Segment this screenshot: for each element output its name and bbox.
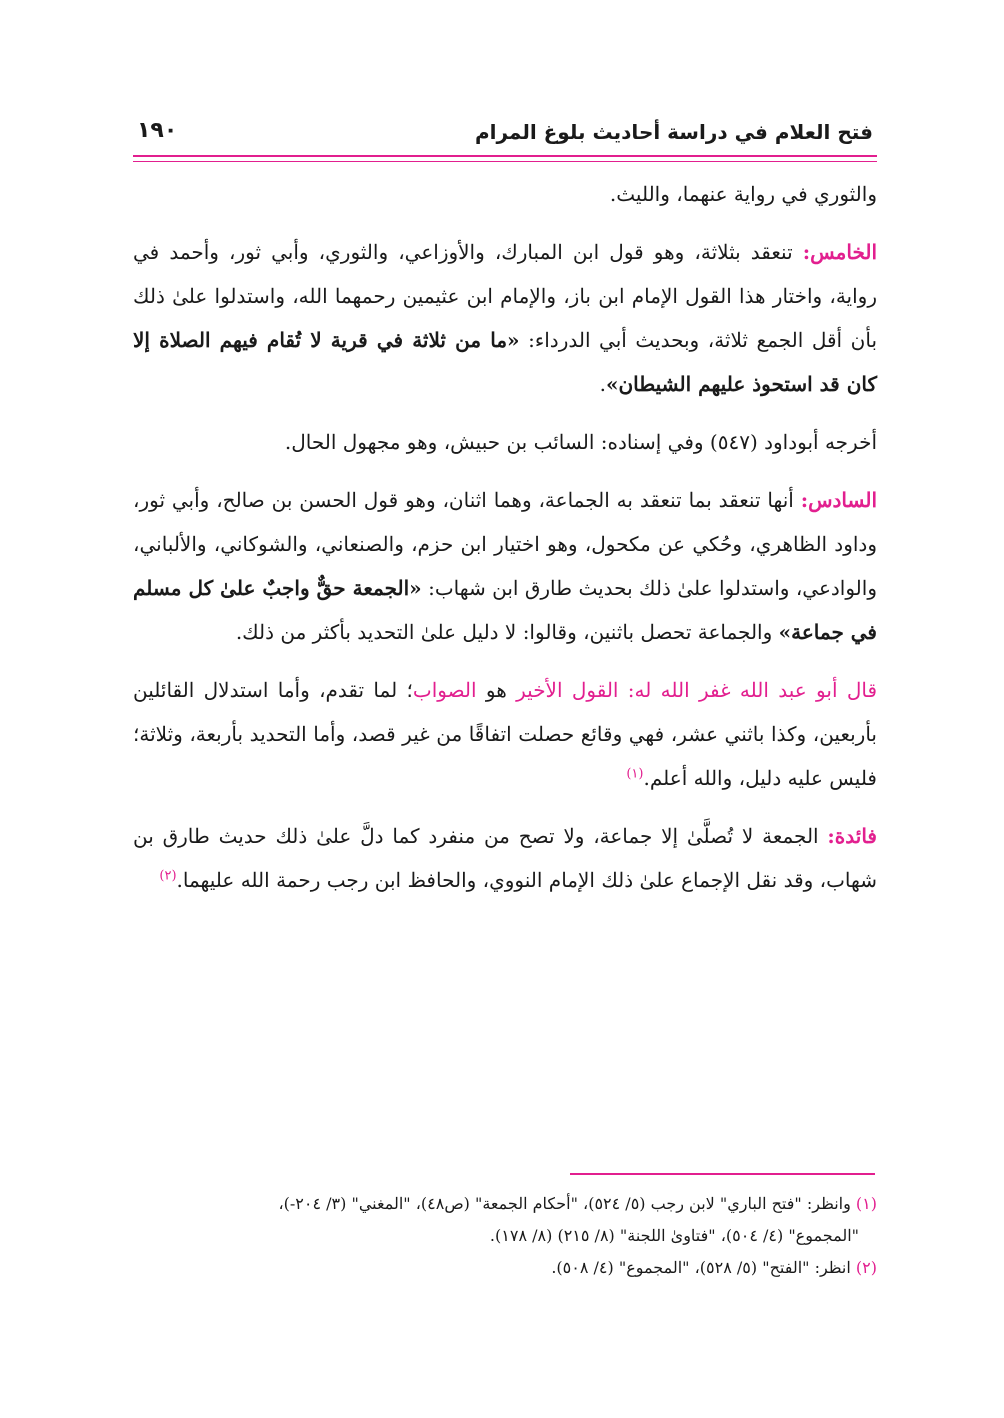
footnote-divider [570,1173,875,1175]
paragraph-text: تنعقد بثلاثة، وهو قول ابن المبارك، والأوزاعي، والثوري، وأبي ثور، وأحمد في رواية، واختار هذا القول الإمام ابن باز، والإمام ابن عثيمين رحمهما الله، واستدلوا علىٰ ذلك بأن أقل الجمع ثلاثة، وبحديث أبي الدرداء: [133,240,878,352]
section-label: فائدة: [827,824,877,848]
footnote-number: (١) [855,1194,877,1213]
hadith-quote: «الجمعة حقٌّ واجبٌ علىٰ كل مسلم في جماعة» [133,576,877,644]
author-label: قال أبو عبد الله غفر الله له: القول الأخير [516,678,878,702]
paragraph-text: الجمعة لا تُصلَّىٰ إلا جماعة، ولا تصح من منفرد كما دلَّ علىٰ ذلك حديث طارق بن شهاب، وقد نقل الإجماع علىٰ ذلك الإمام النووي، والحافظ ابن رجب رحمة الله عليهما. [133,824,877,892]
footnote-text: انظر: "الفتح" (٥/ ٥٢٨)، "المجموع" (٤/ ٥٠٨). [551,1258,856,1277]
page-number: ١٩٠ [137,118,178,143]
footnote-number: (٢) [855,1258,877,1277]
footnote [133,1252,877,1284]
page-header [133,112,877,156]
footnote-continuation [133,1220,877,1252]
paragraph [133,420,877,464]
main-text [133,172,877,916]
paragraph-text: أنها تنعقد بما تنعقد به الجماعة، وهما اثنان، وهو قول الحسن بن صالح، وأبي ثور، وداود الظاهري، وحُكي عن مكحول، وهو اختيار ابن حزم، والصنعاني، والشوكاني، والألباني، والوادعي، واستدلوا علىٰ ذلك بحديث طارق ابن شهاب: [133,488,877,600]
header-rule-thin [133,161,877,162]
section-label: السادس: [800,488,878,512]
paragraph [133,230,877,406]
footnote-ref[interactable]: (١) [626,766,644,782]
footnote-text: وانظر: "فتح الباري" لابن رجب (٥/ ٥٢٤)، "أحكام الجمعة" (ص٤٨)، "المغني" (٣/ ٢٠٤-)، [278,1194,856,1213]
paragraph [133,478,877,654]
footnotes [133,1188,877,1284]
section-label: الخامس: [802,240,877,264]
paragraph-text: . [599,372,606,396]
paragraph-text: والجماعة تحصل باثنين، وقالوا: لا دليل علىٰ التحديد بأكثر من ذلك. [235,620,779,644]
footnote-ref[interactable]: (٢) [159,868,177,884]
paragraph [133,172,877,216]
paragraph-text: ؛ لما تقدم، وأما استدلال القائلين بأربعين، وكذا باثني عشر، فهي وقائع حصلت اتفاقًا من غير قصد، وأما التحديد بأربعة، وثلاثة؛ فليس عليه دليل، والله أعلم. [133,678,877,790]
author-label: الصواب [412,678,477,702]
paragraph [133,814,877,902]
paragraph-text: أخرجه أبوداود (٥٤٧) وفي إسناده: السائب بن حبيش، وهو مجهول الحال. [284,430,877,454]
paragraph [133,668,877,800]
footnote [133,1188,877,1220]
footnote-text: "المجموع" (٤/ ٥٠٤)، "فتاوىٰ اللجنة" (٨/ ٢١٥) (٨/ ١٧٨). [489,1226,859,1245]
header-rule-thick [133,155,877,157]
running-title: فتح العلام في دراسة أحاديث بلوغ المرام [474,120,873,144]
paragraph-text: هو [476,678,517,702]
hadith-quote: «ما من ثلاثة في قرية لا تُقام فيهم الصلاة إلا كان قد استحوذ عليهم الشيطان» [133,328,877,396]
paragraph-text: والثوري في رواية عنهما، والليث. [609,182,877,206]
